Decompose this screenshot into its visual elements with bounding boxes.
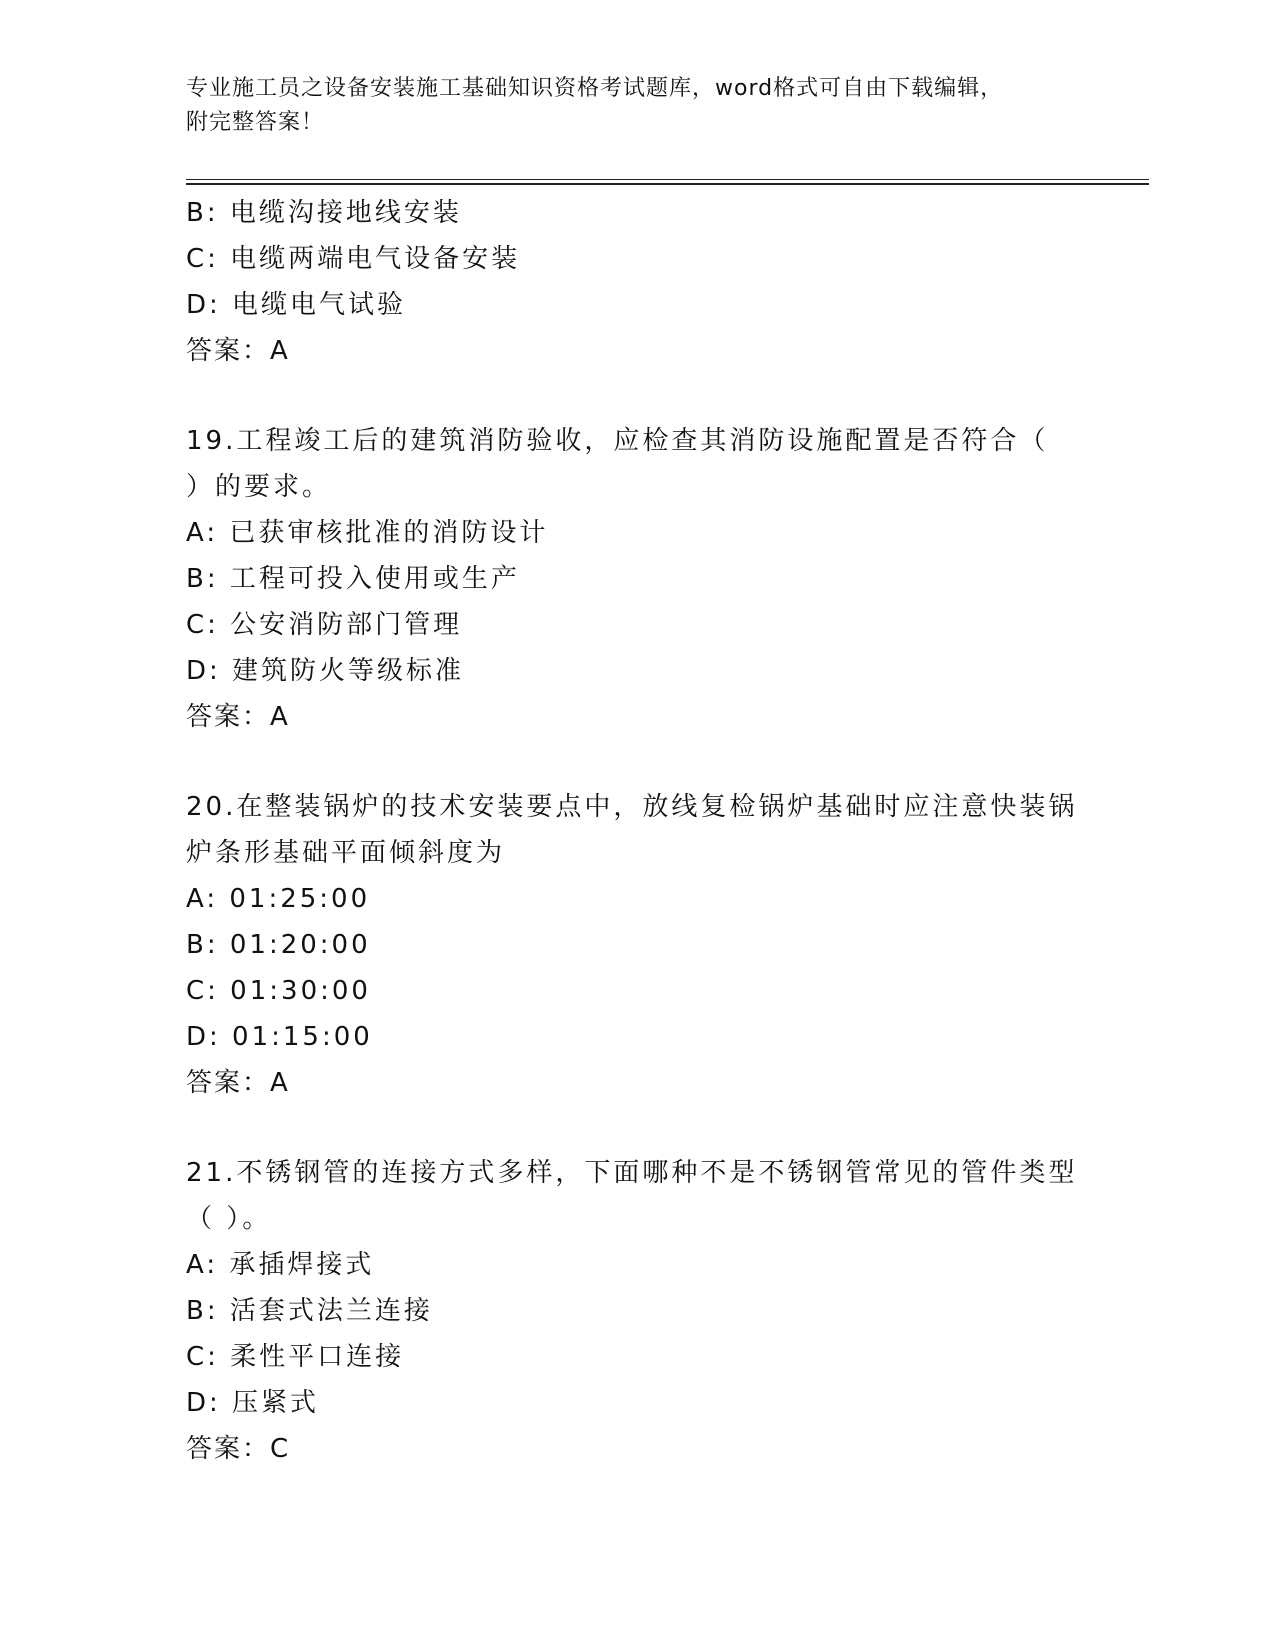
block-spacer: [186, 1106, 1086, 1150]
option-c: C: 电缆两端电气设备安装: [186, 244, 521, 274]
option-d: D: 电缆电气试验: [186, 290, 407, 320]
option-a: A: 承插焊接式: [186, 1250, 375, 1280]
question-stem-line: 炉条形基础平面倾斜度为: [186, 838, 506, 868]
question-stem-line: （ ）。: [186, 1204, 272, 1234]
option-d: D: 建筑防火等级标准: [186, 656, 465, 686]
option-b: B: 工程可投入使用或生产: [186, 564, 520, 594]
question-block: [186, 784, 1086, 1106]
answer-line: 答案：C: [186, 1434, 291, 1464]
answer-line: 答案：A: [186, 702, 290, 732]
question-block: [186, 418, 1086, 740]
option-c: C: 公安消防部门管理: [186, 610, 463, 640]
document-header: [186, 72, 1086, 140]
header-divider-thick: [186, 183, 1149, 185]
option-a: A: 已获审核批准的消防设计: [186, 518, 549, 548]
answer-line: 答案：A: [186, 336, 290, 366]
header-title-line-2: 附完整答案！: [186, 110, 325, 135]
option-d: D: 压紧式: [186, 1388, 320, 1418]
question-stem-line: 20.在整装锅炉的技术安装要点中，放线复检锅炉基础时应注意快装锅: [186, 792, 1078, 822]
question-stem-line: 21.不锈钢管的连接方式多样，下面哪种不是不锈钢管常见的管件类型: [186, 1158, 1078, 1188]
question-list: [186, 190, 1086, 1472]
option-b: B: 活套式法兰连接: [186, 1296, 433, 1326]
option-a: A: 01:25:00: [186, 884, 371, 914]
option-b: B: 电缆沟接地线安装: [186, 198, 462, 228]
option-c: C: 柔性平口连接: [186, 1342, 405, 1372]
question-stem-line: 19.工程竣工后的建筑消防验收，应检查其消防设施配置是否符合（: [186, 426, 1049, 456]
block-spacer: [186, 740, 1086, 784]
option-d: D: 01:15:00: [186, 1022, 373, 1052]
option-b: B: 01:20:00: [186, 930, 371, 960]
header-title-line-1: 专业施工员之设备安装施工基础知识资格考试题库，word格式可自由下载编辑，: [186, 76, 1004, 101]
answer-line: 答案：A: [186, 1068, 290, 1098]
question-block: [186, 190, 1086, 374]
option-c: C: 01:30:00: [186, 976, 371, 1006]
question-block: [186, 1150, 1086, 1472]
header-divider-thin: [186, 179, 1149, 180]
question-stem-line: ）的要求。: [186, 472, 332, 502]
block-spacer: [186, 374, 1086, 418]
